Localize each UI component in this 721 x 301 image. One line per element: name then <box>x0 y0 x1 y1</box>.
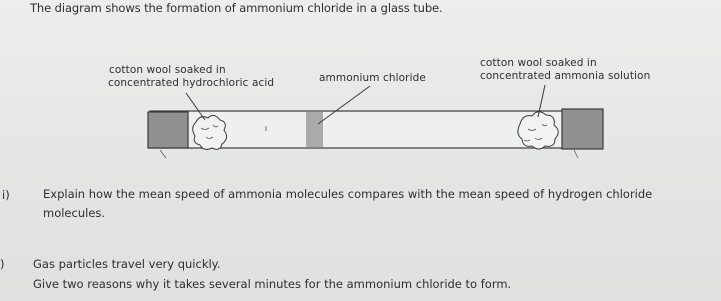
nh3-label-line2: concentrated ammonia solution <box>480 70 651 82</box>
left-stopper <box>148 112 188 148</box>
hcl-label-line1: cotton wool soaked in <box>109 64 226 76</box>
question-1-text-line1: Explain how the mean speed of ammonia molecules compares with the mean speed of hydrogen chloride <box>43 187 653 201</box>
question-1-text-line2: molecules. <box>43 206 106 220</box>
ammonium-chloride-band <box>306 112 323 147</box>
nh3-label-line1: cotton wool soaked in <box>480 57 597 69</box>
left-cotton-wool <box>193 115 227 149</box>
question-2-number: ) <box>0 257 5 271</box>
right-stopper <box>562 109 603 149</box>
hcl-label-line2: concentrated hydrochloric acid <box>108 77 275 89</box>
question-1-number: i) <box>2 188 10 202</box>
product-label: ammonium chloride <box>319 72 426 84</box>
intro-text: The diagram shows the formation of ammonium chloride in a glass tube. <box>30 1 443 15</box>
question-2-text-line2: Give two reasons why it takes several minutes for the ammonium chloride to form. <box>33 277 512 291</box>
right-cotton-wool <box>518 112 558 149</box>
question-2-text-line1: Gas particles travel very quickly. <box>33 257 221 271</box>
